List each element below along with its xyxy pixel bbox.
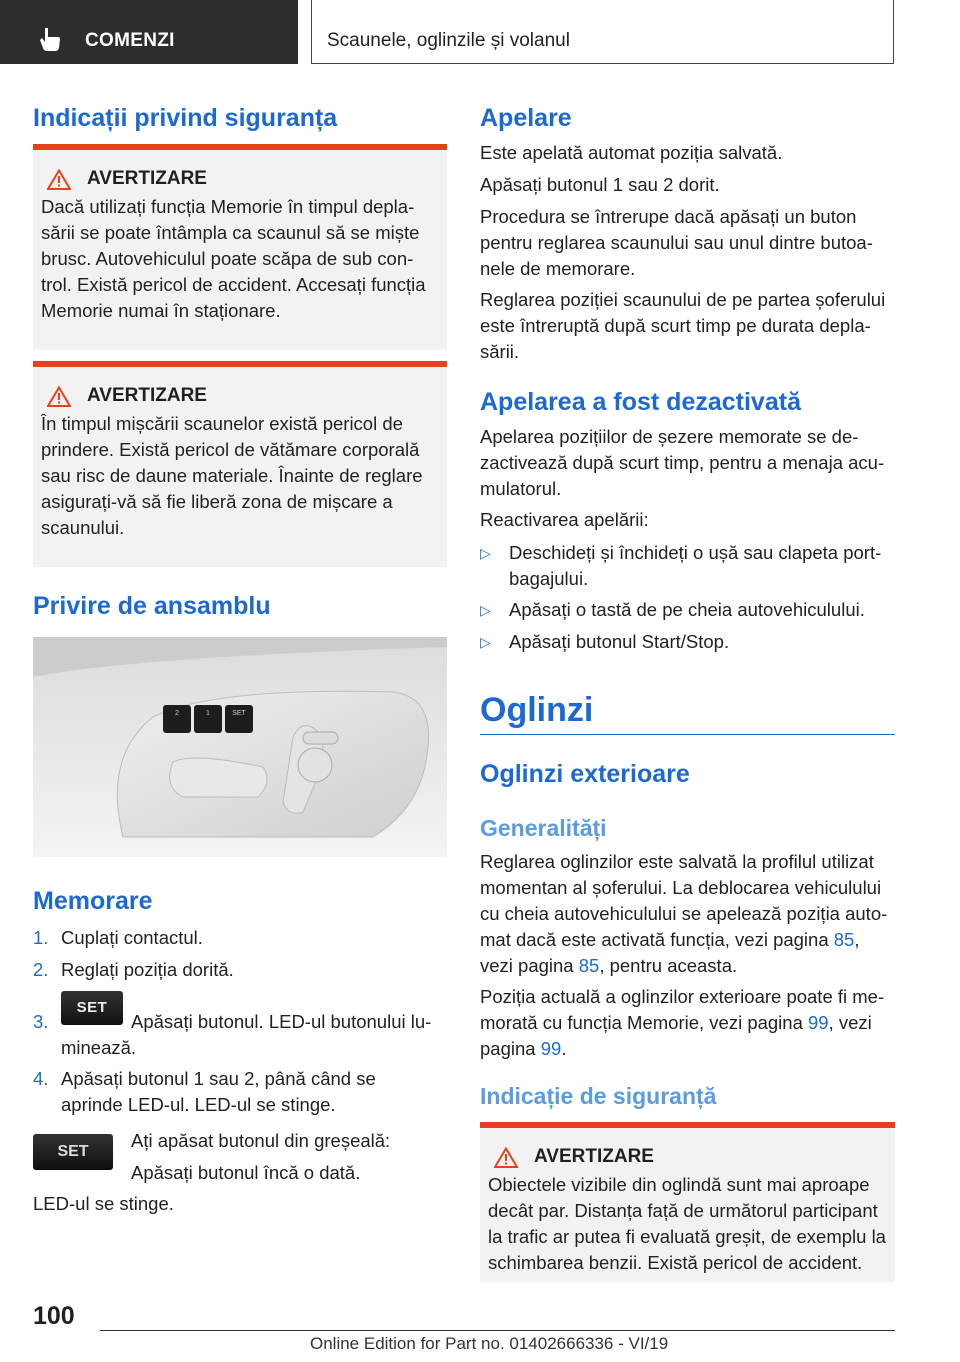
list-item-text: Apăsați butonul. LED-ul butonului lu- [131,1011,432,1032]
seat-memory-button-set: SET [232,710,246,717]
paragraph: Reglarea poziției scaunului de pe partea șoferului este întreruptă după scurt timp pe durata depla- sării. [480,289,886,362]
triangle-bullet-icon: ▷ [480,545,491,561]
set-button-icon: SET [33,1134,113,1170]
set-button-icon: SET [61,991,123,1025]
section-tab [0,0,298,64]
warning-title: AVERTIZARE [87,385,207,406]
seat-memory-button-1: 1 [206,710,210,717]
page-link[interactable]: 99 [540,1038,562,1059]
list-item-continuation: aprinde LED-ul. LED-ul se stinge. [61,1094,336,1115]
list-item-continuation: minează. [61,1037,137,1058]
paragraph: Reglarea oglinzilor este salvată la profilul utilizat momentan al șoferului. La deblocarea vehiculului cu cheia autovehiculului se apelează poziția auto- mat dacă este activată funcția, vezi pagina 85, vezi pagina 85, pentru aceasta. [480,851,888,976]
page-number: 100 [33,1302,75,1330]
heading-rule [480,734,895,735]
warning-text: În timpul mișcării scaunelor există pericol de prindere. Există pericol de vătămare corporală sau risc de daune materiale. Înainte de reglare asigurați-vă să fie liberă zona de mișcare a scaunului. [41,413,423,538]
bullet-item: ▷ Apăsați butonul Start/Stop. [480,629,729,655]
warning-title: AVERTIZARE [87,168,207,189]
memorize-heading: Memorare [33,887,153,915]
recall-heading: Apelare [480,104,572,132]
chapter-label: Scaunele, oglinzile și volanul [327,30,570,51]
page-link[interactable]: 99 [808,1012,829,1033]
seat-memory-button-2: 2 [175,710,179,717]
list-item: 2. Reglați poziția dorită. [33,959,234,980]
warning-box-memory [33,144,447,350]
mistake-text: LED-ul se stinge. [33,1193,174,1214]
bullet-item: ▷ Deschideți și închideți o ușă sau clapeta port- bagajului. [480,540,881,592]
paragraph: Apăsați butonul 1 sau 2 dorit. [480,174,720,195]
page-header [0,0,960,66]
paragraph: Este apelată automat poziția salvată. [480,142,783,163]
warning-text: Obiectele vizibile din oglindă sunt mai aproape decât par. Distanța față de următorul participant la trafic ar putea fi evaluată greșit, de exemplu la schimbarea benzii. Există pericol de accident. [488,1174,886,1273]
list-item: 1. Cuplați contactul. [33,927,203,948]
triangle-bullet-icon: ▷ [480,634,491,650]
warning-text: Dacă utilizați funcția Memorie în timpul depla- sării se poate întâmpla ca scaunul să se miște brusc. Autovehiculul poate scăpa de sub con- trol. Există pericol de accident. Accesați funcția Memorie numai în staționare. [41,196,426,321]
section-label: COMENZI [85,30,175,51]
paragraph: Poziția actuală a oglinzilor exterioare poate fi me- morată cu funcția Memorie, vezi pagina 99, vezi pagina 99. [480,986,885,1059]
warning-triangle-icon [47,169,71,190]
warning-title: AVERTIZARE [534,1146,654,1167]
hand-pointer-icon [38,26,62,57]
warning-box-mirror [480,1122,895,1282]
warning-triangle-icon [494,1147,518,1168]
seat-controls-illustration [33,637,447,857]
footer-rule [100,1330,895,1331]
warning-box-movement [33,361,447,567]
mirror-safety-heading: Indicație de siguranță [480,1083,717,1109]
edition-text: Online Edition for Part no. 01402666336 - VI/19 [310,1334,669,1353]
paragraph: Apelarea pozițiilor de șezere memorate se de- zactivează după scurt timp, pentru a menaja acu- mulatorul. [480,426,885,499]
page-link[interactable]: 85 [578,955,600,976]
overview-heading: Privire de ansamblu [33,592,271,620]
list-item: 3. [33,1011,49,1032]
exterior-mirrors-heading: Oglinzi exterioare [480,760,690,788]
warning-triangle-icon [47,386,71,407]
deactivated-heading: Apelarea a fost dezactivată [480,388,801,416]
list-item: 4. Apăsați butonul 1 sau 2, până când se [33,1068,376,1089]
mistake-text: Apăsați butonul încă o dată. [131,1162,361,1183]
mistake-text: Ați apăsat butonul din greșeală: [131,1130,391,1151]
safety-heading: Indicații privind siguranța [33,104,338,132]
general-heading: Generalități [480,815,607,841]
mirrors-heading: Oglinzi [480,691,594,729]
paragraph: Reactivarea apelării: [480,509,649,530]
chapter-tab [311,0,894,64]
page-link[interactable]: 85 [833,929,855,950]
paragraph: Procedura se întrerupe dacă apăsați un buton pentru reglarea scaunului sau unul dintre butoa- nele de memorare. [480,206,873,279]
bullet-item: ▷ Apăsați o tastă de pe cheia autovehiculului. [480,597,865,623]
triangle-bullet-icon: ▷ [480,602,491,618]
seat-controls-image [33,637,447,857]
